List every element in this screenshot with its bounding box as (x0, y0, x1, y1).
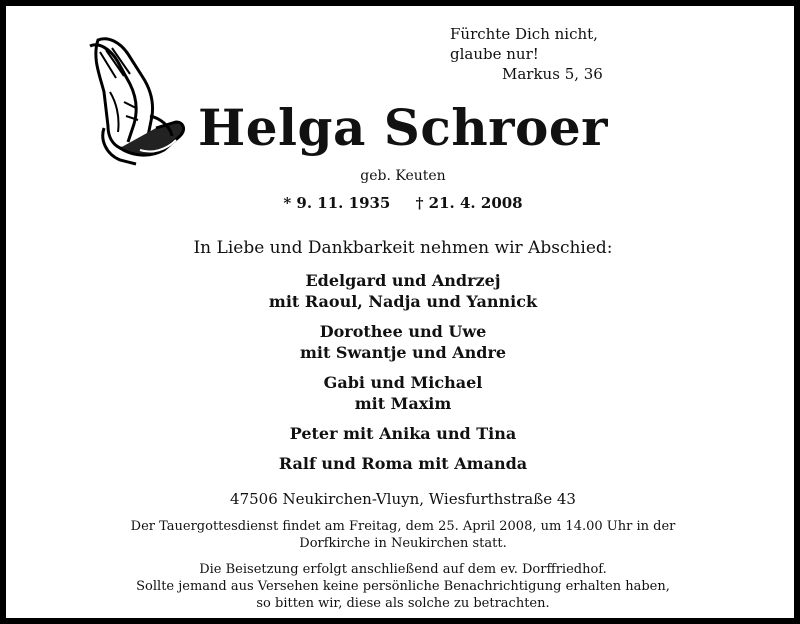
family-entry (6, 321, 800, 363)
burial-notice (6, 561, 800, 612)
bible-quote (450, 24, 603, 84)
deceased-name: Helga Schroer (197, 98, 609, 157)
family-line: mit Raoul, Nadja und Yannick (268, 292, 538, 311)
family-address: 47506 Neukirchen-Vluyn, Wiesfurthstraße 43 (230, 490, 576, 508)
mourners-list (6, 270, 800, 483)
service-notice (6, 518, 800, 552)
family-entry (6, 372, 800, 414)
life-dates (6, 194, 800, 212)
farewell-intro: In Liebe und Dankbarkeit nehmen wir Abschied: (193, 238, 613, 258)
notice-line: Der Tauergottesdienst findet am Freitag, dem 25. April 2008, um 14.00 Uhr in der (130, 519, 676, 534)
family-entry (6, 270, 800, 312)
death-date: † 21. 4. 2008 (415, 194, 523, 212)
notice-line: Sollte jemand aus Versehen keine persönliche Benachrichtigung erhalten haben, (136, 579, 670, 594)
family-line: mit Maxim (354, 394, 452, 413)
family-line: Ralf und Roma mit Amanda (278, 454, 528, 473)
family-line: mit Swantje und Andre (299, 343, 507, 362)
family-line: Gabi und Michael (323, 373, 483, 392)
quote-line-2: glaube nur! (450, 45, 539, 63)
family-entry (6, 453, 800, 474)
birth-date: * 9. 11. 1935 (283, 194, 391, 212)
family-entry (6, 423, 800, 444)
family-line: Peter mit Anika und Tina (289, 424, 517, 443)
notice-line: Dorfkirche in Neukirchen statt. (299, 536, 507, 551)
quote-reference: Markus 5, 36 (502, 65, 603, 83)
maiden-name: geb. Keuten (360, 168, 446, 184)
notice-line: so bitten wir, diese als solche zu betrachten. (256, 596, 550, 611)
notice-line: Die Beisetzung erfolgt anschließend auf dem ev. Dorffriedhof. (199, 562, 607, 577)
family-line: Dorothee und Uwe (319, 322, 487, 341)
family-line: Edelgard und Andrzej (305, 271, 501, 290)
quote-line-1: Fürchte Dich nicht, (450, 25, 598, 43)
